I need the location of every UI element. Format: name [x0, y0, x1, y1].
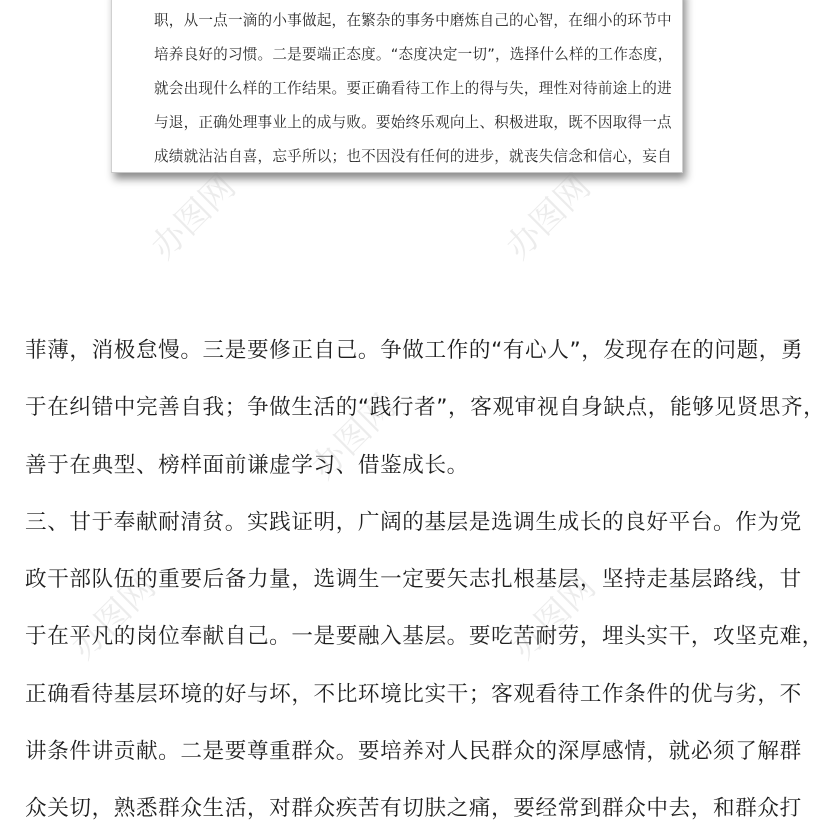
- body-text-line: 众关切，熟悉群众生活，对群众疾苦有切肤之痛，要经常到群众中去，和群众打: [25, 796, 802, 822]
- body-text-line: 菲薄，消极怠慢。三是要修正自己。争做工作的“有心人”，发现存在的问题，勇: [25, 338, 804, 363]
- body-text-line: 正确看待基层环境的好与坏，不比环境比实干；客观看待工作条件的优与劣，不: [25, 681, 802, 707]
- card-text-line: 就会出现什么样的工作结果。要正确看待工作上的得与失，理性对待前途上的进: [154, 80, 672, 97]
- body-text-line: 善于在典型、榜样面前谦虚学习、借鉴成长。: [25, 452, 469, 478]
- card-text-line: 职，从一点一滴的小事做起，在繁杂的事务中磨炼自己的心智，在细小的环节中: [154, 12, 672, 29]
- card-text-line: 培养良好的习惯。二是要端正态度。“态度决定一切”，选择什么样的工作态度，: [154, 46, 673, 63]
- card-text-block: [154, 4, 673, 174]
- watermark: 办图网: [63, 566, 164, 668]
- body-text-line: 政干部队伍的重要后备力量，选调生一定要矢志扎根基层，坚持走基层路线，甘: [25, 567, 802, 593]
- body-text-block: [25, 322, 825, 838]
- card-text-line: 与退，正确处理事业上的成与败。要始终乐观向上、积极进取，既不因取得一点: [154, 114, 672, 131]
- body-text-line: 讲条件讲贡献。二是要尊重群众。要培养对人民群众的深厚感情，就必须了解群: [25, 739, 802, 765]
- watermark: 办图网: [503, 566, 604, 668]
- body-text-line: 于在纠错中完善自我；争做生活的“践行者”，客观审视自身缺点，能够见贤思齐，: [25, 395, 825, 421]
- watermark: 办图网: [143, 166, 244, 268]
- body-text-line: 于在平凡的岗位奉献自己。一是要融入基层。要吃苦耐劳，埋头实干，攻坚克难，: [25, 624, 824, 650]
- watermark: 办图网: [498, 166, 599, 268]
- watermark: 办图网: [303, 386, 404, 488]
- section-heading-line: 三、甘于奉献耐清贫。实践证明，广阔的基层是选调生成长的良好平台。作为党: [25, 509, 802, 535]
- document-preview-card: [111, 0, 683, 173]
- card-text-line: 成绩就沾沾自喜，忘乎所以；也不因没有任何的进步，就丧失信念和信心，妄自: [154, 148, 672, 165]
